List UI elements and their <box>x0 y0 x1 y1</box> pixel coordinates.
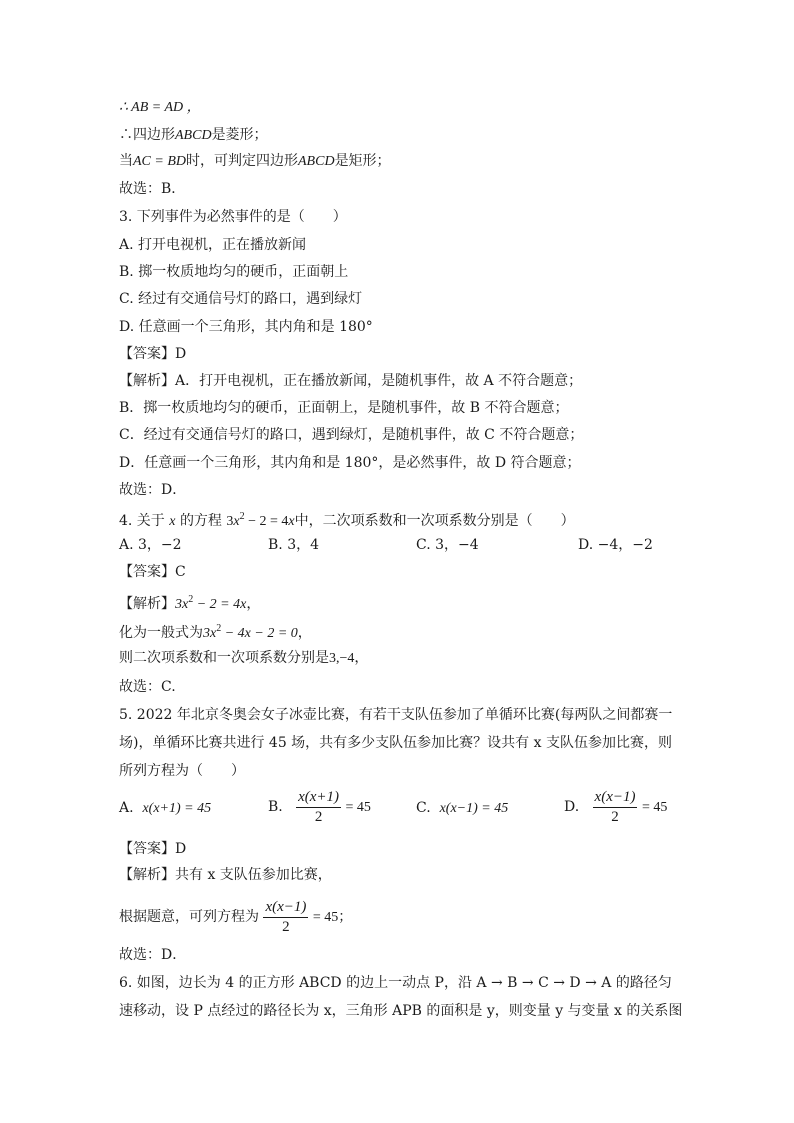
question-4-explanation: 化为一般式为$3x^2 - 4x - 2 = 0$， <box>119 623 312 641</box>
question-3-stem: 3. 下列事件为必然事件的是（ ） <box>119 209 347 225</box>
question-5-explanation: 根据题意，可列方程为 $\frac{x(x-1)}{2}$ = 45； <box>119 899 353 935</box>
question-5-option-b: B. $\frac{x(x+1)}{2}$ = 45 <box>268 789 371 825</box>
text-line: ∴四边形ABCD是菱形； <box>119 127 268 143</box>
question-4-explanation: 【解析】$3x^2 - 2 = 4x$， <box>119 594 261 612</box>
question-4-option-c: C. 3，−4 <box>416 537 479 553</box>
question-3-explanation: 故选：D． <box>119 482 187 498</box>
math-expression: ∴ AB = AD ， <box>119 100 201 115</box>
question-3-option-a: A. 打开电视机，正在播放新闻 <box>119 237 307 253</box>
question-5-stem: 5. 2022 年北京冬奥会女子冰壶比赛，有若干支队伍参加了单循环比赛(每两队之间都赛一 <box>119 707 673 723</box>
question-5-stem: 所列方程为（ ） <box>119 763 245 779</box>
question-6-stem: 6. 如图，边长为 4 的正方形 ABCD 的边上一动点 P，沿 A → B → C → D → A 的路径匀 <box>119 975 672 991</box>
fraction: $\frac{x(x-1)}{2}$ <box>265 899 307 935</box>
question-4-explanation: 故选：C. <box>119 679 176 695</box>
fraction: $\frac{x(x-1)}{2}$ <box>594 789 636 825</box>
question-5-stem: 场)，单循环比赛共进行 45 场，共有多少支队伍参加比赛？设共有 x 支队伍参加比赛，则 <box>119 735 672 751</box>
question-5-answer: 【答案】D <box>119 841 187 857</box>
question-5-explanation: 故选：D． <box>119 947 187 963</box>
question-3-explanation: 【解析】A．打开电视机，正在播放新闻，是随机事件，故 A 不符合题意； <box>119 373 583 389</box>
question-4-option-d: D. −4，−2 <box>578 537 653 553</box>
question-5-option-d: D. $\frac{x(x-1)}{2}$ = 45 <box>564 789 668 825</box>
question-5-option-c: C. x(x−1) = 45 <box>416 800 509 816</box>
question-4-answer: 【答案】C <box>119 564 186 580</box>
question-3-explanation: B．掷一枚质地均匀的硬币，正面朝上，是随机事件，故 B 不符合题意； <box>119 400 569 416</box>
text-line <box>119 98 201 117</box>
question-4-option-b: B. 3，4 <box>268 537 320 553</box>
question-3-explanation: C．经过有交通信号灯的路口，遇到绿灯，是随机事件，故 C 不符合题意； <box>119 427 584 443</box>
question-6-stem: 速移动，设 P 点经过的路径长为 x，三角形 APB 的面积是 y，则变量 y 与变量 x 的关系图 <box>119 1003 683 1019</box>
question-5-option-a: A. x(x+1) = 45 <box>119 800 212 816</box>
question-4-explanation: 则二次项系数和一次项系数分别是3,−4， <box>119 650 369 666</box>
fraction: $\frac{x(x+1)}{2}$ <box>298 789 340 825</box>
question-4-option-a: A. 3，−2 <box>119 537 182 553</box>
question-3-option-c: C. 经过有交通信号灯的路口，遇到绿灯 <box>119 291 363 307</box>
question-3-explanation: D．任意画一个三角形，其内角和是 180°，是必然事件，故 D 符合题意； <box>119 455 581 471</box>
question-5-explanation: 【解析】共有 x 支队伍参加比赛， <box>119 867 332 883</box>
question-3-option-d: D. 任意画一个三角形，其内角和是 180° <box>119 319 373 335</box>
question-4-stem: 4. 关于 x 的方程 $3x^2 - 2 = 4x$中，二次项系数和一次项系数分别是（ ） <box>119 511 575 529</box>
question-3-option-b: B. 掷一枚质地均匀的硬币，正面朝上 <box>119 264 349 280</box>
text-line: 当AC = BD时，可判定四边形ABCD是矩形； <box>119 153 391 169</box>
text-line: 故选：B． <box>119 181 186 197</box>
question-3-answer: 【答案】D <box>119 346 187 362</box>
